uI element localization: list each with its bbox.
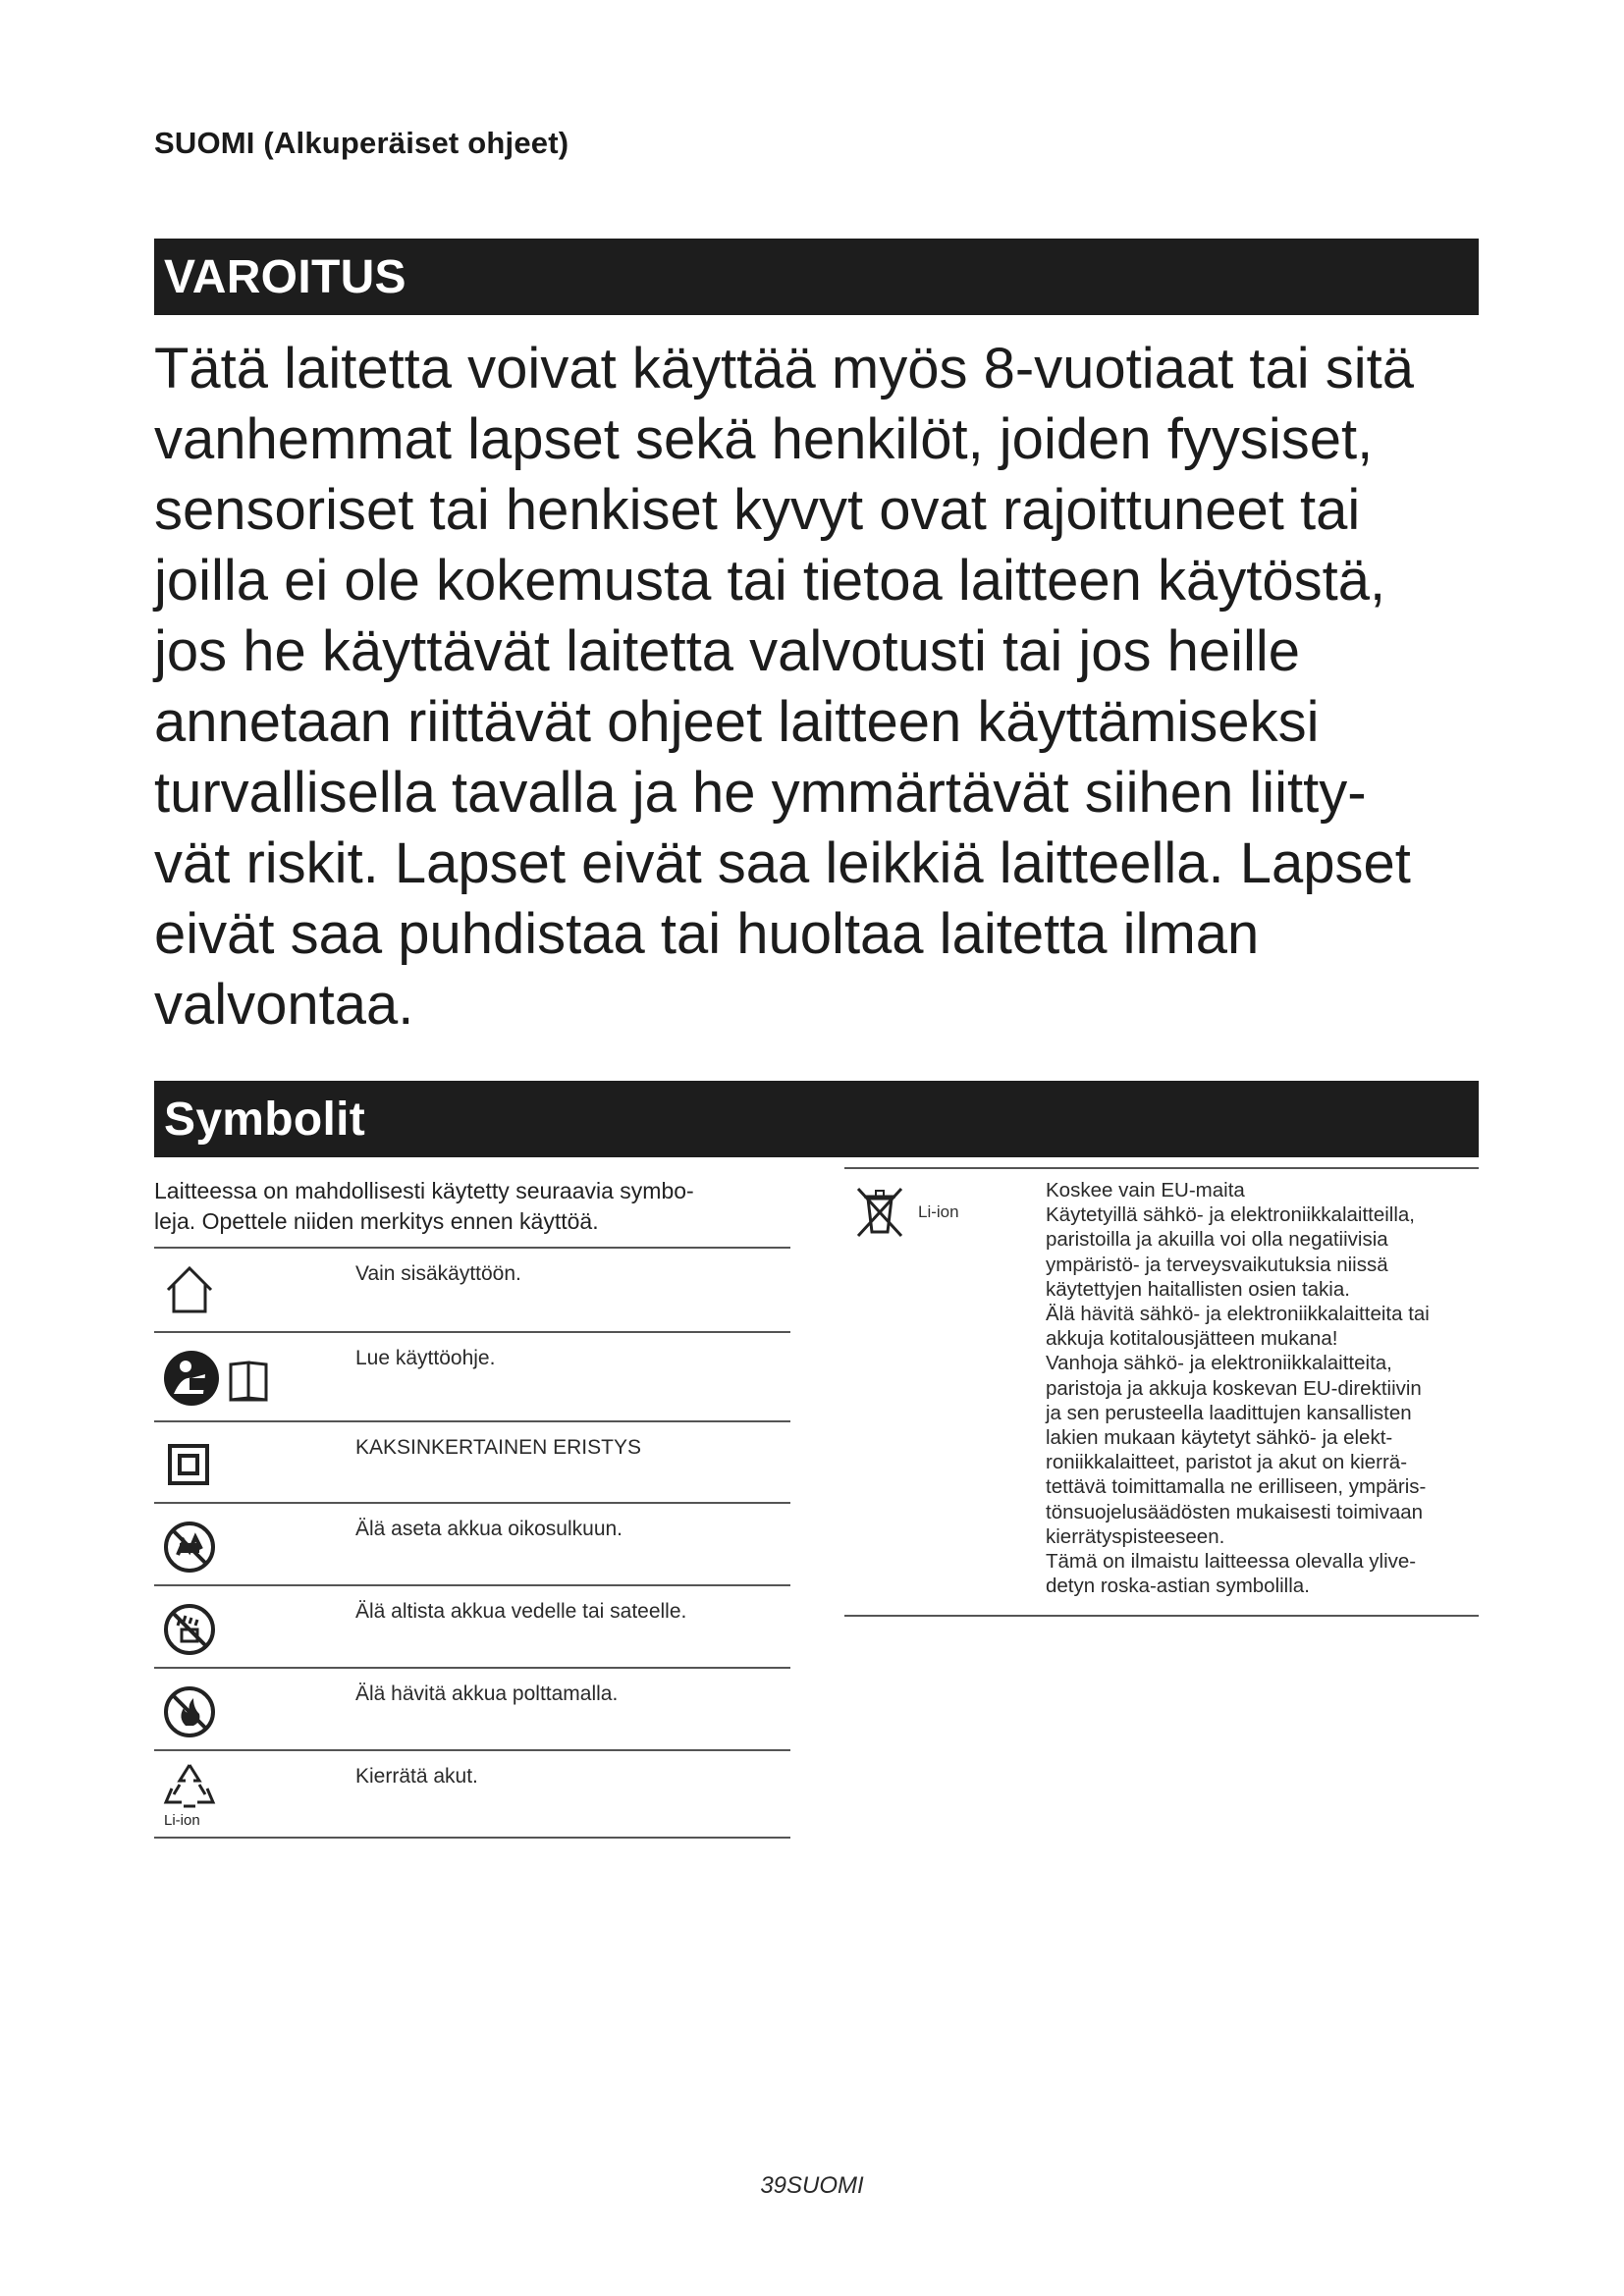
- double-insulation-icon: [160, 1434, 219, 1493]
- warning-title: VAROITUS: [164, 250, 406, 303]
- symbol-row-manual: [154, 1333, 790, 1422]
- symbol-label: KAKSINKERTAINEN ERISTYS: [355, 1436, 641, 1459]
- symbol-label: Älä altista akkua vedelle tai sateelle.: [355, 1600, 687, 1623]
- symbols-intro: Laitteessa on mahdollisesti käytetty seuraavia symbo- leja. Opettele niiden merkitys ennen käyttöä.: [154, 1178, 694, 1234]
- symbol-row-short-circuit: [154, 1504, 790, 1586]
- page-number: 39SUOMI: [760, 2172, 864, 2199]
- symbol-row-recycle: [154, 1751, 790, 1839]
- recycle-icon: [160, 1759, 219, 1829]
- recycle-sublabel: Li-ion: [164, 1812, 200, 1829]
- crossed-bin-icon: [850, 1183, 909, 1242]
- symbol-label: Älä hävitä akkua polttamalla.: [355, 1682, 619, 1705]
- warning-text: Tätä laitetta voivat käyttää myös 8-vuotiaat tai sitä vanhemmat lapset sekä henkilöt, joiden fyysiset, sensoriset tai henkiset kyvyt ovat rajoittuneet tai joilla ei ole kokemusta tai tietoa laitteen käytöstä, jos he käyttävät laitetta valvotusti tai jos heille annetaan riittävät ohjeet laitteen käyttämiseksi turvallisella tavalla ja he ymmärtävät siihen liitty- vät riskit. Lapset eivät saa leikkiä laitteella. Lapset eivät saa puhdistaa tai huoltaa laitetta ilman valvontaa.: [154, 337, 1415, 1037]
- symbol-row-fire: [154, 1669, 790, 1751]
- no-water-icon: [160, 1598, 219, 1657]
- no-fire-icon: [160, 1681, 219, 1739]
- symbol-row-water: [154, 1586, 790, 1669]
- house-icon: [160, 1260, 219, 1319]
- weee-badge: Li-ion: [918, 1202, 959, 1221]
- symbol-row-indoor: [154, 1249, 790, 1333]
- weee-block: [844, 1167, 1479, 1617]
- symbol-label: Älä aseta akkua oikosulkuun.: [355, 1518, 623, 1540]
- symbol-label: Lue käyttöohje.: [355, 1347, 496, 1369]
- warning-title-bar: [154, 239, 1479, 315]
- symbols-title: Symbolit: [164, 1093, 366, 1146]
- no-short-circuit-icon: [160, 1516, 219, 1575]
- symbol-label: Kierrätä akut.: [355, 1765, 478, 1788]
- symbol-row-insulation: [154, 1422, 790, 1504]
- symbols-table: [154, 1247, 790, 1839]
- symbol-label: Vain sisäkäyttöön.: [355, 1262, 521, 1285]
- language-heading: SUOMI (Alkuperäiset ohjeet): [154, 126, 569, 160]
- read-manual-icon: [160, 1345, 298, 1408]
- symbols-title-bar: [154, 1081, 1479, 1157]
- weee-text: Koskee vain EU-maita Käytetyillä sähkö- ja elektroniikkalaitteilla, paristoilla ja akuilla voi olla negatiivisia ympäristö- ja terveysvaikutuksia niissä käytettyjen haitallisten osien takia. Älä hävitä sähkö- ja elektroniikkalaitteita tai akkuja kotitalousjätteen mukana! Vanhoja sähkö- ja elektroniikkalaitteita, paristoja ja akkuja koskevan EU-direktiivin ja sen perusteella laadittujen kansallisten lakien mukaan käytetyt sähkö- ja elekt- roniikkalaitteet, paristot ja akut on kierrä- tettävä toimittamalla ne erilliseen, ympäris- tönsuojelusäädösten mukaisesti toimivaan kierrätyspisteeseen. Tämä on ilmaistu laitteessa olevalla ylive- detyn roska-astian symbolilla.: [1046, 1179, 1430, 1598]
